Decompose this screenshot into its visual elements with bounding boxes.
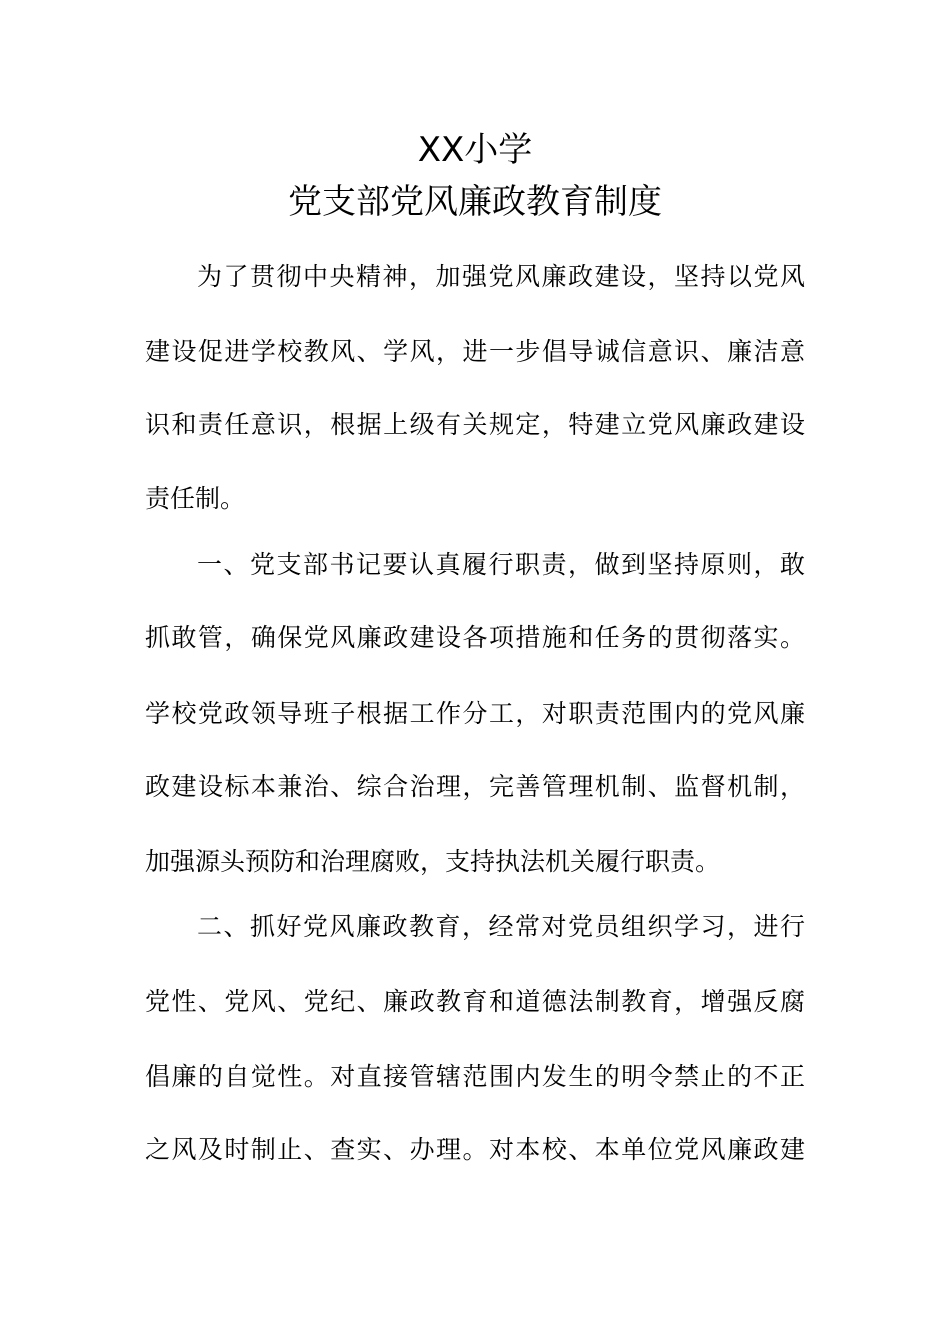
body-text-line: 之风及时制止、查实、办理。对本校、本单位党风廉政建	[145, 1135, 805, 1164]
body-text-line: 倡廉的自觉性。对直接管辖范围内发生的明令禁止的不正	[145, 1062, 805, 1091]
body-text-line: 学校党政领导班子根据工作分工，对职责范围内的党风廉	[145, 699, 805, 728]
document-title-line-2: 党支部党风廉政教育制度	[288, 182, 662, 222]
body-text-line: 一、党支部书记要认真履行职责，做到坚持原则，敢	[197, 550, 805, 579]
body-text-line: 二、抓好党风廉政教育，经常对党员组织学习，进行	[197, 912, 805, 941]
body-text-line: 政建设标本兼治、综合治理，完善管理机制、监督机制，	[145, 772, 805, 801]
document-title-line-1: XX小学	[417, 130, 533, 170]
body-text-line: 党性、党风、党纪、廉政教育和道德法制教育，增强反腐	[145, 987, 805, 1016]
body-text-line: 责任制。	[145, 484, 246, 513]
body-text-line: 为了贯彻中央精神，加强党风廉政建设，坚持以党风	[197, 262, 805, 291]
body-text-line: 建设促进学校教风、学风，进一步倡导诚信意识、廉洁意	[145, 337, 805, 366]
body-text-line: 加强源头预防和治理腐败，支持执法机关履行职责。	[145, 847, 721, 876]
body-text-line: 抓敢管，确保党风廉政建设各项措施和任务的贯彻落实。	[145, 623, 805, 652]
body-text-line: 识和责任意识，根据上级有关规定，特建立党风廉政建设	[145, 410, 805, 439]
